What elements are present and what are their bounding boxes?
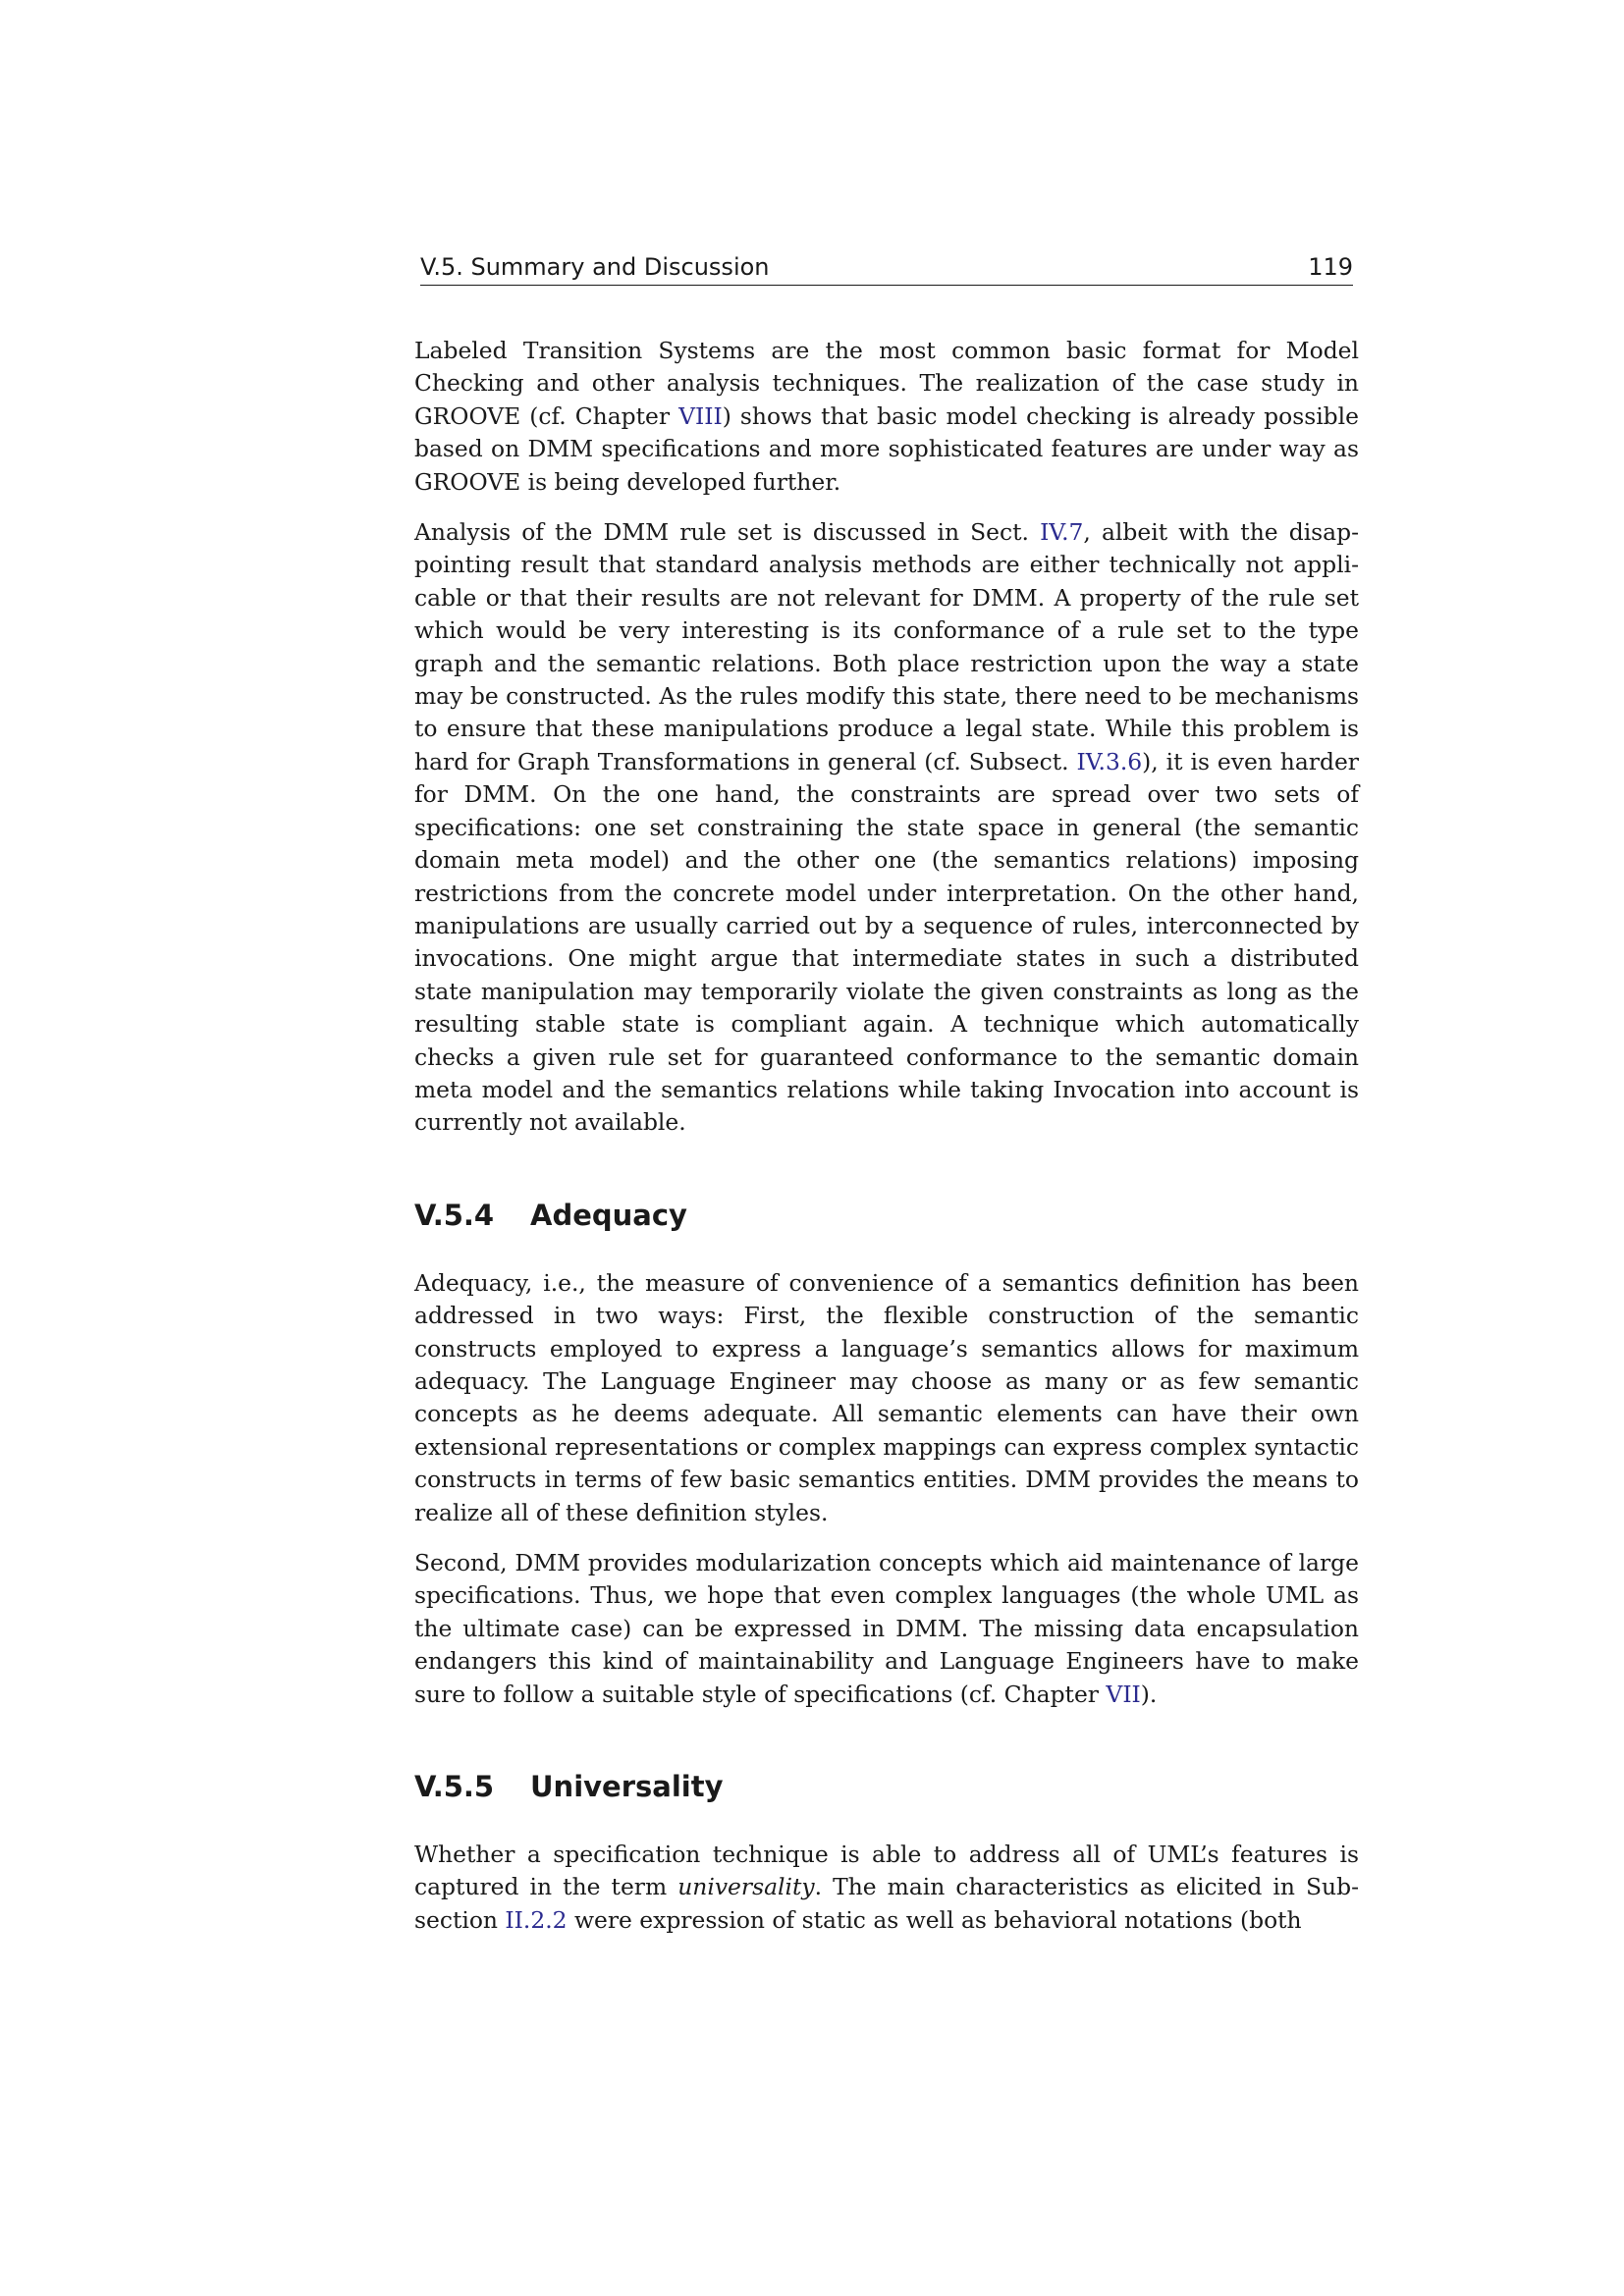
section-title: Adequacy [530,1198,687,1232]
text-run: . The main characteristics as elicited in Subsection [414,1873,1359,1934]
subsection-link-iv-3-6[interactable]: IV.3.6 [1076,747,1143,775]
section-title: Universality [530,1770,724,1804]
subsection-link-ii-2-2[interactable]: II.2.2 [505,1905,568,1934]
section-number: V.5.4 [414,1198,495,1232]
paragraph-5 [414,1839,1359,1937]
paragraph-3: Adequacy, i.e., the measure of convenience of a semantics definition has been addressed in two ways: First, the flexible construction of the semantic constructs employed to express a language’s semantics allows for maximum adequacy. The Language Engineer may choose as many or as few semantic concepts as he deems adequate. All semantic elements can have their own extensional representations or complex mappings can express complex syntactic constructs in terms of few basic semantics entities. DMM provides the means to realize all of these definition styles. [414,1268,1359,1526]
text-run: , albeit with the disappointing result that standard analysis methods are either technically not applicable or that their results are not relevant for DMM. A property of the rule set which would be very interesting is its conformance of a rule set to the type graph and the semantic relations. Both place restriction upon the way a state may be constructed. As the rules modify this state, there need to be mechanisms to ensure that these manipulations produce a legal state. While this problem is hard for Graph Transformations in general (cf. Subsect. [414,518,1360,775]
paragraph-2 [414,516,1359,1140]
section-heading-universality [414,1770,1359,1803]
section-link-iv-7[interactable]: IV.7 [1040,518,1084,547]
chapter-link-vii[interactable]: VII [1106,1680,1141,1708]
text-run: ), it is even harder for DMM. On the one hand, the constraints are spread over two sets of specifications: one set constraining the state space in general (the semantic domain meta model) and the other one (the semantics relations) imposing restrictions from the concrete model under interpretation. On the other hand, manipulations are usually carried out by a sequence of rules, interconnected by invocations. One might argue that intermediate states in such a distributed state manipulation may temporarily violate the given constraints as long as the resulting stable state is compliant again. A technique which automatically checks a given rule set for guaranteed conformance to the semantic domain meta model and the semantics relations while taking Invocation into account is currently not available. [414,747,1359,1137]
page [414,253,1359,1954]
section-heading-adequacy [414,1199,1359,1232]
text-run: ) shows that basic model checking is already possible based on DMM specifications and more sophisticated features are under way as GROOVE is being developed further. [414,401,1359,496]
section-number: V.5.5 [414,1770,495,1804]
text-run: Analysis of the DMM rule set is discussed in Sect. [414,518,1041,547]
text-run: Second, DMM provides modularization concepts which aid maintenance of large specifications. Thus, we hope that even complex languages (the whole UML as the ultimate case) can be expressed in DMM. The missing data encapsulation endangers this kind of maintainability and Language Engineers have to make sure to follow a suitable style of specifications (cf. Chapter [414,1549,1359,1708]
header-section-title: V.5. Summary and Discussion [420,253,770,281]
text-run: were expression of static as well as behavioral notations (both [567,1905,1302,1934]
running-header [420,253,1353,286]
emphasis-universality: universality [677,1873,815,1901]
text-run: Whether a specification technique is able to address all of UML’s features is captured in the term [414,1841,1359,1901]
text-run: Labeled Transition Systems are the most common basic format for Model Checking and other analysis techniques. The realization of the case study in GROOVE (cf. Chapter [414,337,1359,430]
chapter-link-viii[interactable]: VIII [678,401,723,430]
paragraph-1 [414,335,1359,499]
body-text [414,335,1359,1937]
page-number: 119 [1308,253,1353,281]
text-run: ). [1140,1680,1158,1708]
paragraph-4 [414,1547,1359,1711]
